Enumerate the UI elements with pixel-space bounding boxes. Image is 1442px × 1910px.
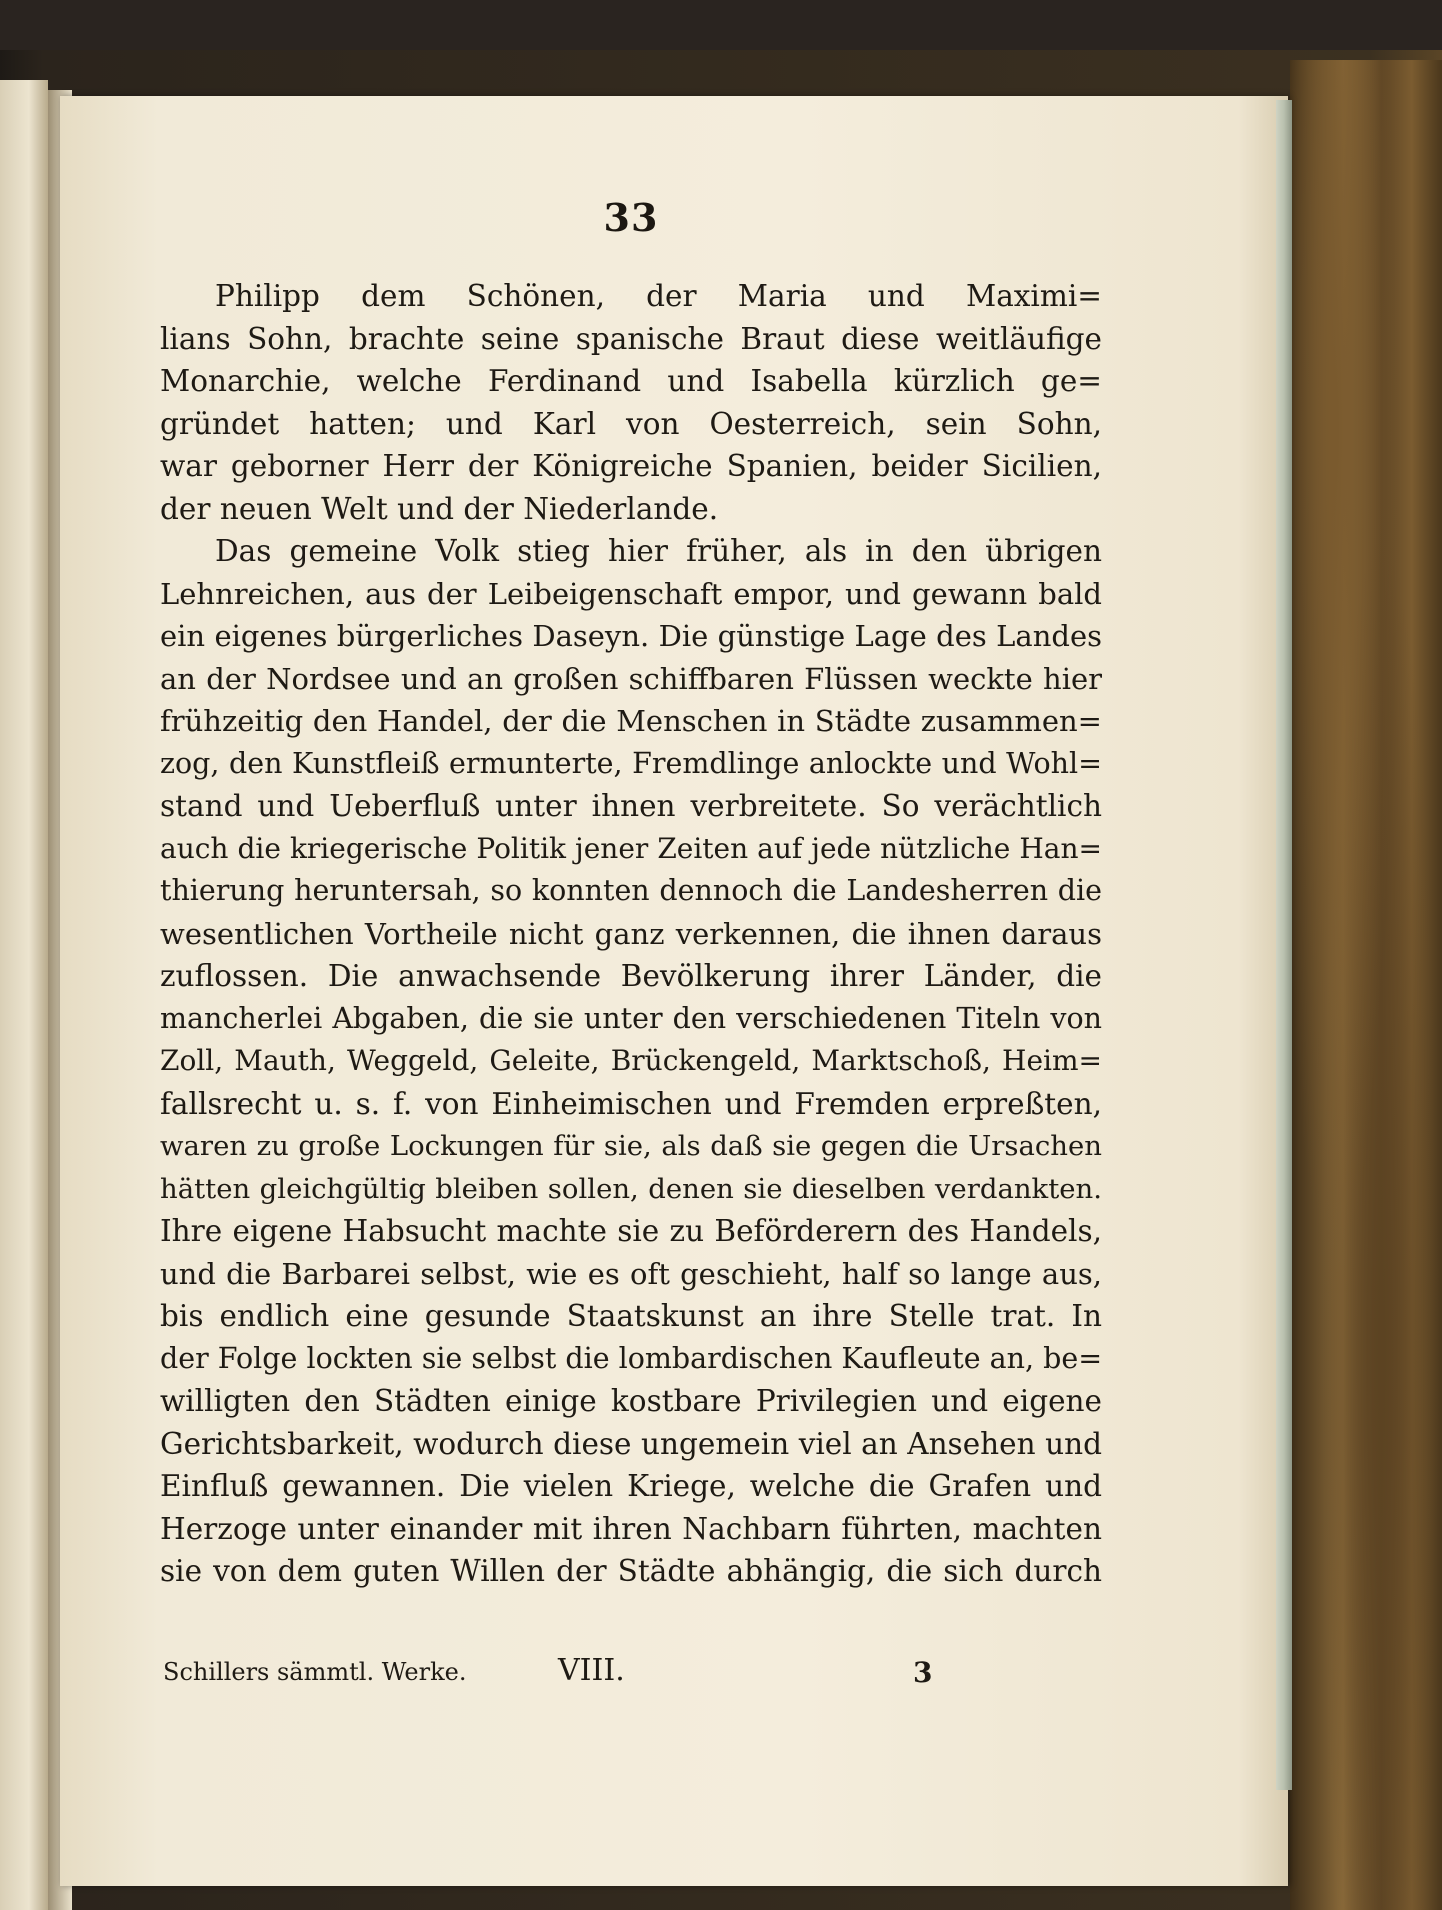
text-line: Herzoge unter einander mit ihren Nachbarn führten, machten — [160, 1511, 1102, 1546]
text-line: thierung heruntersah, so konnten dennoch die Landesherren die — [160, 874, 1102, 907]
footer-signature: Schillers sämmtl. Werke. — [163, 1658, 467, 1686]
text-line: hätten gleichgültig bleiben sollen, denen sie dieselben verdankten. — [160, 1172, 1102, 1205]
footer-volume: VIII. — [558, 1653, 625, 1688]
text-line: zuflossen. Die anwachsende Bevölkerung ihrer Länder, die — [160, 959, 1102, 993]
page-stack-edge — [1276, 100, 1292, 1790]
text-line: lians Sohn, brachte seine spanische Braut diese weitläufige — [160, 321, 1102, 356]
text-line: ein eigenes bürgerliches Daseyn. Die günstige Lage des Landes — [160, 619, 1102, 653]
text-line: wesentlichen Vortheile nicht ganz verkennen, die ihnen daraus — [160, 916, 1102, 951]
text-line: sie von dem guten Willen der Städte abhängig, die sich durch — [160, 1554, 1102, 1588]
text-line: willigten den Städten einige kostbare Privilegien und eigene — [160, 1384, 1102, 1418]
text-line: Einfluß gewannen. Die vielen Kriege, welche die Grafen und — [160, 1469, 1102, 1503]
text-line: Das gemeine Volk stieg hier früher, als in den übrigen — [215, 534, 1102, 568]
text-line: frühzeitig den Handel, der die Menschen in Städte zusammen= — [160, 704, 1102, 738]
text-line: Lehnreichen, aus der Leibeigenschaft empor, und gewann bald — [160, 576, 1102, 611]
text-line: Monarchie, welche Ferdinand und Isabella kürzlich ge= — [160, 364, 1102, 398]
text-line: Zoll, Mauth, Weggeld, Geleite, Brückengeld, Marktschoß, Heim= — [160, 1044, 1102, 1077]
cover-board-marbled — [1290, 60, 1442, 1910]
text-line: der Folge lockten sie selbst die lombardischen Kaufleute an, be= — [160, 1341, 1102, 1375]
left-page-edge — [0, 80, 48, 1910]
page-number: 33 — [603, 195, 659, 240]
text-line: Gerichtsbarkeit, wodurch diese ungemein viel an Ansehen und — [160, 1426, 1102, 1461]
footer-sheet-number: 3 — [913, 1656, 933, 1689]
text-line: Philipp dem Schönen, der Maria und Maximi= — [215, 279, 1102, 313]
text-line: war geborner Herr der Königreiche Spanien, beider Sicilien, — [160, 449, 1102, 483]
text-line: auch die kriegerische Politik jener Zeiten auf jede nützliche Han= — [160, 831, 1102, 865]
text-line: waren zu große Lockungen für sie, als daß sie gegen die Ursachen — [160, 1130, 1102, 1162]
text-line: zog, den Kunstfleiß ermunterte, Fremdlinge anlockte und Wohl= — [160, 746, 1102, 780]
text-line: fallsrecht u. s. f. von Einheimischen und Fremden erpreßten, — [160, 1086, 1102, 1121]
text-line: gründet hatten; und Karl von Oesterreich, sein Sohn, — [160, 406, 1102, 441]
text-line: stand und Ueberfluß unter ihnen verbreitete. So verächtlich — [160, 789, 1102, 823]
text-line: mancherlei Abgaben, die sie unter den verschiedenen Titeln von — [160, 1001, 1102, 1035]
text-line: bis endlich eine gesunde Staatskunst an ihre Stelle trat. In — [160, 1299, 1102, 1333]
text-line: an der Nordsee und an großen schiffbaren Flüssen weckte hier — [160, 661, 1102, 696]
text-line: und die Barbarei selbst, wie es oft geschieht, half so lange aus, — [160, 1256, 1102, 1291]
text-line: Ihre eigene Habsucht machte sie zu Beförderern des Handels, — [160, 1214, 1102, 1248]
text-line: der neuen Welt und der Niederlande. — [160, 491, 719, 526]
body-text — [160, 275, 1102, 1593]
